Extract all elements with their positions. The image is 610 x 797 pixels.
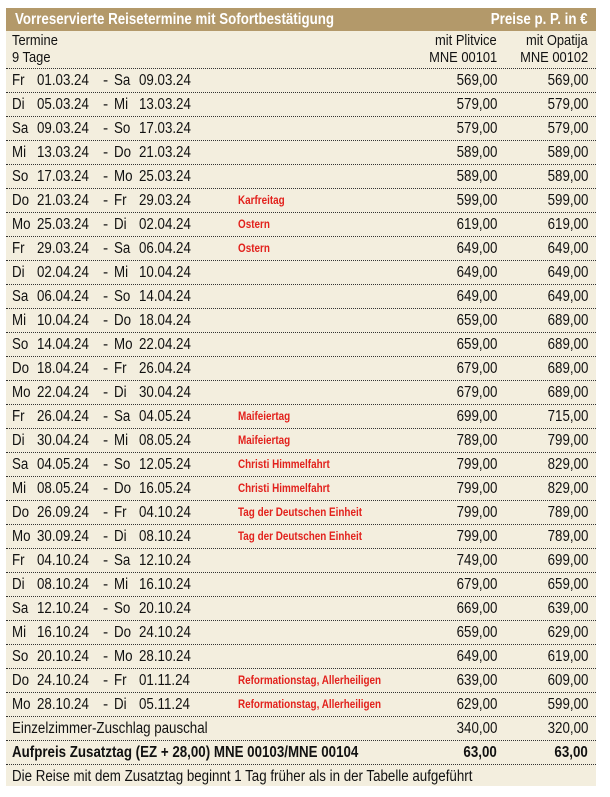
table-row: [6, 573, 596, 597]
start-date: 26.04.24: [37, 408, 89, 425]
start-weekday: Do: [12, 504, 30, 521]
end-date: 08.05.24: [139, 432, 191, 449]
end-weekday: Do: [114, 624, 132, 641]
price-plitvice: 619,00: [456, 216, 497, 233]
price-opatija: 829,00: [547, 480, 588, 497]
end-weekday: So: [114, 288, 131, 305]
end-weekday: Sa: [114, 552, 131, 569]
price-plitvice: 589,00: [456, 144, 497, 161]
start-date: 14.04.24: [37, 336, 89, 353]
price-opatija: 689,00: [547, 336, 588, 353]
end-date: 17.03.24: [139, 120, 191, 137]
price-plitvice: 669,00: [456, 600, 497, 617]
end-date: 16.05.24: [139, 480, 191, 497]
price-opatija: 649,00: [547, 264, 588, 281]
start-date: 25.03.24: [37, 216, 89, 233]
date-separator: -: [103, 432, 109, 449]
date-separator: -: [103, 288, 109, 305]
header-price-col-1-line2: MNE 00101: [428, 49, 497, 66]
date-separator: -: [103, 144, 109, 161]
date-separator: -: [103, 168, 109, 185]
start-weekday: Mo: [12, 216, 31, 233]
start-weekday: Mi: [12, 480, 27, 497]
end-weekday: Mo: [114, 168, 133, 185]
price-plitvice: 569,00: [456, 72, 497, 89]
start-weekday: So: [12, 336, 29, 353]
start-weekday: Fr: [12, 552, 25, 569]
price-opatija: 599,00: [547, 696, 588, 713]
end-weekday: Mi: [114, 96, 129, 113]
header-price-col-2-line1: mit Opatija: [526, 32, 588, 49]
table-row: [6, 429, 596, 453]
price-plitvice: 659,00: [456, 336, 497, 353]
price-opatija: 579,00: [547, 96, 588, 113]
end-date: 10.04.24: [139, 264, 191, 281]
start-date: 04.05.24: [37, 456, 89, 473]
extra-day-label: Aufpreis Zusatztag (EZ + 28,00) MNE 00103/MNE 00104: [12, 744, 359, 761]
start-date: 18.04.24: [37, 360, 89, 377]
price-opatija: 619,00: [547, 648, 588, 665]
end-date: 08.10.24: [139, 528, 191, 545]
price-plitvice: 579,00: [456, 96, 497, 113]
start-date: 05.03.24: [37, 96, 89, 113]
price-plitvice: 679,00: [456, 576, 497, 593]
header-price-col-1: [418, 32, 497, 66]
table-row: [6, 93, 596, 117]
date-separator: -: [103, 696, 109, 713]
table-title: Vorreservierte Reisetermine mit Sofortbestätigung: [15, 10, 335, 28]
end-weekday: Di: [114, 384, 127, 401]
start-weekday: Mo: [12, 384, 31, 401]
price-opatija: 639,00: [547, 600, 588, 617]
start-weekday: Mi: [12, 144, 27, 161]
table-row: [6, 309, 596, 333]
end-date: 12.05.24: [139, 456, 191, 473]
title-bar: [6, 8, 596, 31]
table-row: [6, 285, 596, 309]
price-opatija: 609,00: [547, 672, 588, 689]
start-weekday: Mo: [12, 696, 31, 713]
start-date: 26.09.24: [37, 504, 89, 521]
table-row: [6, 453, 596, 477]
start-weekday: So: [12, 168, 29, 185]
table-row: [6, 405, 596, 429]
table-body: [6, 69, 596, 717]
table-row: [6, 597, 596, 621]
end-date: 22.04.24: [139, 336, 191, 353]
header-duration: 9 Tage: [12, 49, 51, 66]
end-weekday: So: [114, 456, 131, 473]
date-separator: -: [103, 576, 109, 593]
table-row: [6, 525, 596, 549]
holiday-note: Tag der Deutschen Einheit: [238, 507, 363, 519]
price-opatija: 649,00: [547, 288, 588, 305]
end-weekday: Sa: [114, 240, 131, 257]
end-date: 01.11.24: [139, 672, 190, 689]
end-weekday: Do: [114, 144, 132, 161]
date-separator: -: [103, 480, 109, 497]
extra-day-price-1: 63,00: [463, 744, 497, 761]
end-date: 24.10.24: [139, 624, 191, 641]
end-weekday: Sa: [114, 408, 131, 425]
end-date: 04.05.24: [139, 408, 191, 425]
table-row: [6, 213, 596, 237]
header-price-col-1-line1: mit Plitvice: [435, 32, 497, 49]
holiday-note: Karfreitag: [238, 195, 285, 207]
price-note: Preise p. P. in €: [491, 10, 588, 28]
end-date: 14.04.24: [139, 288, 191, 305]
holiday-note: Reformationstag, Allerheiligen: [238, 675, 382, 687]
price-opatija: 629,00: [547, 624, 588, 641]
date-separator: -: [103, 72, 109, 89]
start-weekday: Sa: [12, 456, 29, 473]
start-weekday: Do: [12, 672, 30, 689]
end-weekday: So: [114, 600, 131, 617]
end-weekday: Mi: [114, 264, 129, 281]
table-header: [6, 31, 596, 69]
end-weekday: Fr: [114, 504, 127, 521]
price-opatija: 599,00: [547, 192, 588, 209]
price-plitvice: 659,00: [456, 624, 497, 641]
header-termine: Termine: [12, 32, 58, 49]
end-weekday: Mi: [114, 432, 129, 449]
start-date: 21.03.24: [37, 192, 89, 209]
price-plitvice: 599,00: [456, 192, 497, 209]
holiday-note: Tag der Deutschen Einheit: [238, 531, 363, 543]
end-date: 12.10.24: [139, 552, 191, 569]
date-separator: -: [103, 192, 109, 209]
single-room-label: Einzelzimmer-Zuschlag pauschal: [12, 720, 208, 737]
price-plitvice: 649,00: [456, 288, 497, 305]
end-date: 16.10.24: [139, 576, 191, 593]
end-weekday: Fr: [114, 360, 127, 377]
table-row: [6, 237, 596, 261]
start-date: 29.03.24: [37, 240, 89, 257]
end-date: 30.04.24: [139, 384, 191, 401]
end-weekday: So: [114, 120, 131, 137]
end-weekday: Mo: [114, 336, 133, 353]
start-date: 13.03.24: [37, 144, 89, 161]
start-date: 17.03.24: [37, 168, 89, 185]
end-date: 29.03.24: [139, 192, 191, 209]
price-opatija: 715,00: [547, 408, 588, 425]
price-plitvice: 649,00: [456, 264, 497, 281]
price-plitvice: 749,00: [456, 552, 497, 569]
table-row: [6, 357, 596, 381]
price-opatija: 829,00: [547, 456, 588, 473]
start-date: 30.04.24: [37, 432, 89, 449]
date-separator: -: [103, 672, 109, 689]
end-date: 06.04.24: [139, 240, 191, 257]
date-separator: -: [103, 240, 109, 257]
date-separator: -: [103, 528, 109, 545]
start-weekday: Mo: [12, 528, 31, 545]
end-weekday: Mo: [114, 648, 133, 665]
date-separator: -: [103, 624, 109, 641]
table-row: [6, 477, 596, 501]
table-row: [6, 501, 596, 525]
date-separator: -: [103, 216, 109, 233]
end-weekday: Fr: [114, 192, 127, 209]
price-opatija: 649,00: [547, 240, 588, 257]
start-weekday: So: [12, 648, 29, 665]
price-plitvice: 679,00: [456, 384, 497, 401]
start-weekday: Di: [12, 432, 25, 449]
table-row: [6, 165, 596, 189]
table-row: [6, 261, 596, 285]
start-date: 28.10.24: [37, 696, 89, 713]
extra-day-price-2: 63,00: [554, 744, 588, 761]
date-separator: -: [103, 552, 109, 569]
price-opatija: 789,00: [547, 504, 588, 521]
date-separator: -: [103, 312, 109, 329]
start-weekday: Di: [12, 264, 25, 281]
end-weekday: Mi: [114, 576, 129, 593]
start-weekday: Mi: [12, 312, 27, 329]
price-opatija: 789,00: [547, 528, 588, 545]
start-date: 06.04.24: [37, 288, 89, 305]
date-separator: -: [103, 360, 109, 377]
date-separator: -: [103, 120, 109, 137]
single-room-price-1: 340,00: [456, 720, 497, 737]
start-date: 22.04.24: [37, 384, 89, 401]
end-date: 04.10.24: [139, 504, 191, 521]
end-weekday: Di: [114, 528, 127, 545]
price-plitvice: 629,00: [456, 696, 497, 713]
end-weekday: Sa: [114, 72, 131, 89]
end-weekday: Do: [114, 312, 132, 329]
start-weekday: Di: [12, 576, 25, 593]
table-row: [6, 621, 596, 645]
start-weekday: Fr: [12, 72, 25, 89]
start-weekday: Sa: [12, 600, 29, 617]
price-opatija: 589,00: [547, 144, 588, 161]
price-plitvice: 659,00: [456, 312, 497, 329]
end-date: 09.03.24: [139, 72, 191, 89]
end-date: 21.03.24: [139, 144, 191, 161]
table-row: [6, 69, 596, 93]
start-weekday: Sa: [12, 288, 29, 305]
holiday-note: Christi Himmelfahrt: [238, 483, 330, 495]
start-date: 24.10.24: [37, 672, 89, 689]
date-separator: -: [103, 456, 109, 473]
price-plitvice: 799,00: [456, 528, 497, 545]
end-weekday: Fr: [114, 672, 127, 689]
start-weekday: Fr: [12, 240, 25, 257]
end-date: 20.10.24: [139, 600, 191, 617]
table-row: [6, 189, 596, 213]
table-row: [6, 669, 596, 693]
holiday-note: Ostern: [238, 219, 270, 231]
end-date: 25.03.24: [139, 168, 191, 185]
price-plitvice: 649,00: [456, 240, 497, 257]
start-weekday: Do: [12, 360, 30, 377]
table-row: [6, 333, 596, 357]
table-row: [6, 381, 596, 405]
start-weekday: Mi: [12, 624, 27, 641]
single-room-row: [6, 717, 596, 741]
date-separator: -: [103, 600, 109, 617]
price-plitvice: 799,00: [456, 504, 497, 521]
single-room-price-2: 320,00: [547, 720, 588, 737]
price-opatija: 799,00: [547, 432, 588, 449]
price-opatija: 619,00: [547, 216, 588, 233]
price-table: [6, 8, 596, 786]
table-row: [6, 141, 596, 165]
holiday-note: Maifeiertag: [238, 435, 291, 447]
price-opatija: 569,00: [547, 72, 588, 89]
end-weekday: Do: [114, 480, 132, 497]
start-weekday: Fr: [12, 408, 25, 425]
holiday-note: Maifeiertag: [238, 411, 291, 423]
price-opatija: 689,00: [547, 360, 588, 377]
price-plitvice: 799,00: [456, 480, 497, 497]
price-plitvice: 579,00: [456, 120, 497, 137]
end-date: 18.04.24: [139, 312, 191, 329]
holiday-note: Christi Himmelfahrt: [238, 459, 330, 471]
start-weekday: Di: [12, 96, 25, 113]
price-plitvice: 649,00: [456, 648, 497, 665]
table-row: [6, 549, 596, 573]
header-price-col-2-line2: MNE 00102: [519, 49, 588, 66]
end-date: 13.03.24: [139, 96, 191, 113]
extra-day-row: [6, 741, 596, 765]
end-weekday: Di: [114, 216, 127, 233]
date-separator: -: [103, 264, 109, 281]
start-date: 08.05.24: [37, 480, 89, 497]
start-date: 16.10.24: [37, 624, 89, 641]
start-weekday: Sa: [12, 120, 29, 137]
holiday-note: Ostern: [238, 243, 270, 255]
start-date: 12.10.24: [37, 600, 89, 617]
price-plitvice: 639,00: [456, 672, 497, 689]
holiday-note: Reformationstag, Allerheiligen: [238, 699, 382, 711]
header-price-col-2: [509, 32, 588, 66]
date-separator: -: [103, 384, 109, 401]
start-date: 04.10.24: [37, 552, 89, 569]
start-weekday: Do: [12, 192, 30, 209]
price-opatija: 589,00: [547, 168, 588, 185]
date-separator: -: [103, 648, 109, 665]
end-date: 28.10.24: [139, 648, 191, 665]
end-date: 02.04.24: [139, 216, 191, 233]
start-date: 02.04.24: [37, 264, 89, 281]
price-plitvice: 799,00: [456, 456, 497, 473]
price-plitvice: 589,00: [456, 168, 497, 185]
start-date: 20.10.24: [37, 648, 89, 665]
end-date: 05.11.24: [139, 696, 190, 713]
price-plitvice: 679,00: [456, 360, 497, 377]
table-row: [6, 645, 596, 669]
date-separator: -: [103, 336, 109, 353]
start-date: 30.09.24: [37, 528, 89, 545]
table-row: [6, 693, 596, 717]
start-date: 09.03.24: [37, 120, 89, 137]
start-date: 10.04.24: [37, 312, 89, 329]
end-weekday: Di: [114, 696, 127, 713]
price-opatija: 659,00: [547, 576, 588, 593]
date-separator: -: [103, 504, 109, 521]
price-opatija: 689,00: [547, 312, 588, 329]
footnote-row: [6, 765, 596, 786]
table-row: [6, 117, 596, 141]
price-plitvice: 789,00: [456, 432, 497, 449]
start-date: 01.03.24: [37, 72, 89, 89]
date-separator: -: [103, 408, 109, 425]
price-opatija: 699,00: [547, 552, 588, 569]
start-date: 08.10.24: [37, 576, 89, 593]
price-opatija: 579,00: [547, 120, 588, 137]
footnote: Die Reise mit dem Zusatztag beginnt 1 Tag früher als in der Tabelle aufgeführt: [12, 768, 473, 785]
date-separator: -: [103, 96, 109, 113]
price-opatija: 689,00: [547, 384, 588, 401]
price-plitvice: 699,00: [456, 408, 497, 425]
end-date: 26.04.24: [139, 360, 191, 377]
